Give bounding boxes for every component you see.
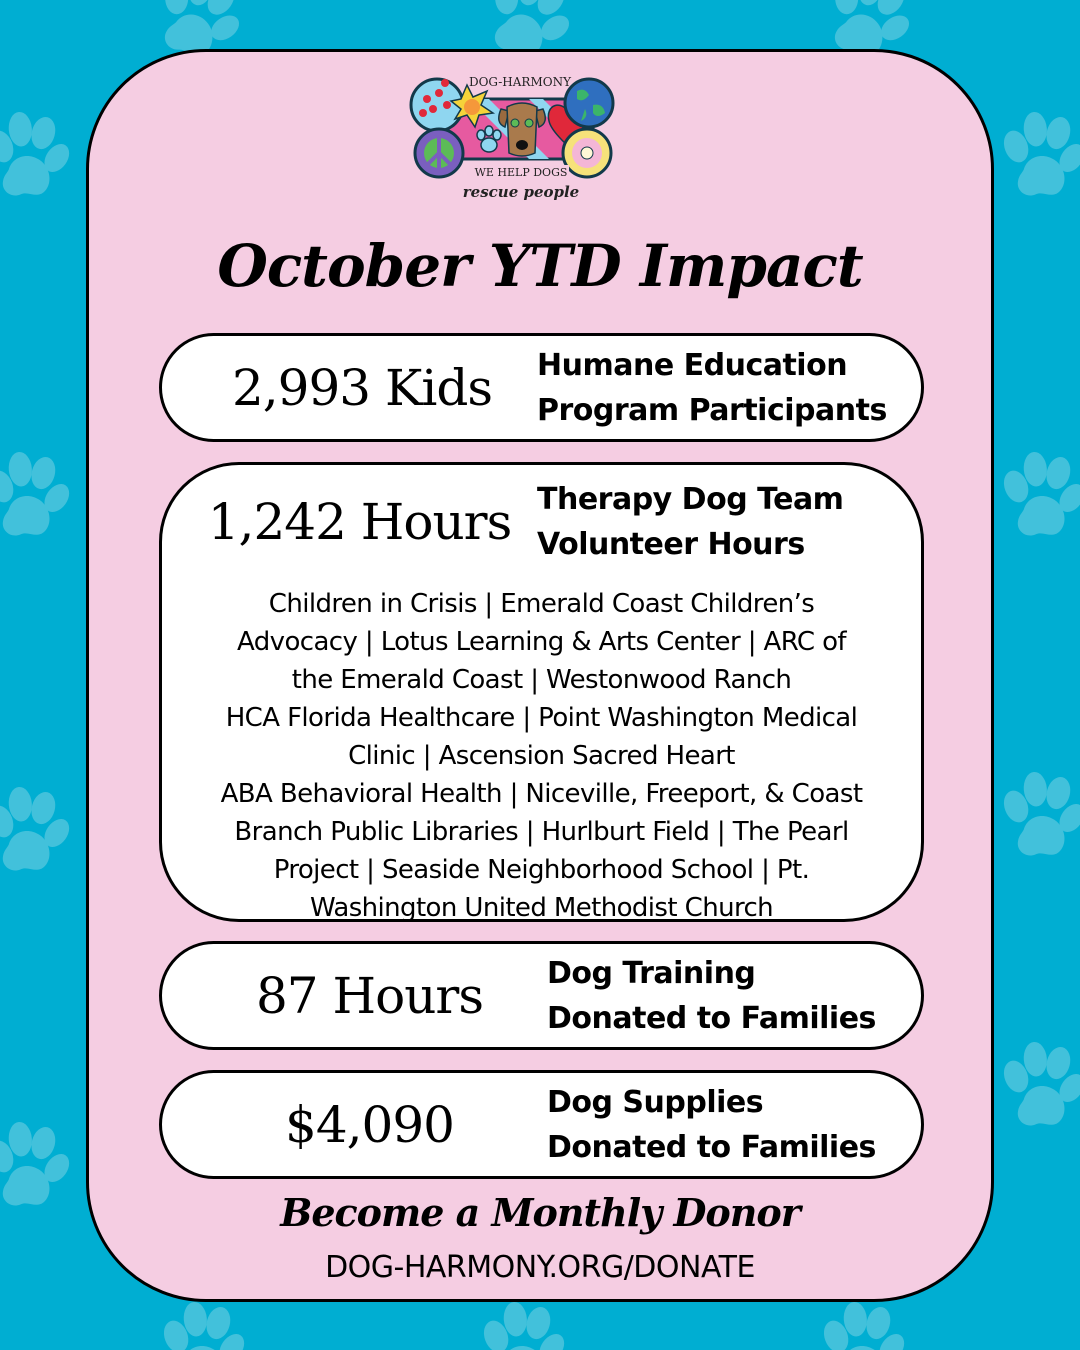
paw-print-icon [995,1040,1080,1136]
stat-label-line1: Dog Training [547,955,756,991]
logo-tagline-script: rescue people [462,183,580,201]
stat-value: $4,090 [285,1095,454,1154]
stat-value: 87 Hours [256,966,483,1025]
stat-value: 1,242 Hours [207,493,512,551]
paw-print-icon [155,1300,251,1350]
stat-label-line1: Therapy Dog Team [537,482,844,517]
partner-line: Branch Public Libraries | Hurlburt Field | The Pearl [234,817,849,847]
paw-print-icon [0,785,76,881]
impact-card [86,49,994,1302]
paw-print-icon [995,110,1080,206]
stat-label [547,1080,876,1170]
stat-supplies-dollars [159,1070,924,1179]
stat-label-line2: Donated to Families [547,1129,876,1165]
partner-line: ABA Behavioral Health | Niceville, Freeport, & Coast [220,779,863,809]
paw-print-icon [815,1300,911,1350]
paw-print-icon [475,1300,571,1350]
stat-label-line2: Volunteer Hours [537,527,805,562]
paw-print-icon [0,450,76,546]
logo-tagline-top: WE HELP DOGS [474,166,568,179]
stat-kids [159,333,924,442]
paw-print-icon [0,1120,76,1216]
stat-label [547,951,876,1041]
globe-icon [565,79,613,127]
paw-print-icon [0,110,76,206]
page-title: October YTD Impact [217,232,863,300]
stat-therapy-hours [159,462,924,922]
partner-line: Children in Crisis | Emerald Coast Children’s [268,589,815,619]
stat-label-line2: Donated to Families [547,1000,876,1036]
paw-print-icon [995,450,1080,546]
dog-harmony-logo [409,69,615,219]
partner-list [162,585,921,927]
partner-line: Washington United Methodist Church [309,893,774,923]
partner-line: Clinic | Ascension Sacred Heart [348,741,735,771]
stat-value: 2,993 Kids [231,358,493,417]
partner-line: HCA Florida Healthcare | Point Washington Medical [225,703,858,733]
stat-label [537,343,887,433]
paw-print-icon [995,770,1080,866]
logo-brand-text: DOG-HARMONY [468,75,572,89]
stat-label [537,477,843,567]
stat-training-hours [159,941,924,1050]
partner-line: the Emerald Coast | Westonwood Ranch [291,665,792,695]
partner-line: Project | Seaside Neighborhood School | Pt. [273,855,810,885]
partner-line: Advocacy | Lotus Learning & Arts Center | ARC of [237,627,846,657]
stat-label-line2: Program Participants [537,392,887,428]
stat-label-line1: Humane Education [537,347,848,383]
cta-heading: Become a Monthly Donor [280,1190,800,1235]
donate-link[interactable]: DOG-HARMONY.ORG/DONATE [325,1250,755,1285]
stat-label-line1: Dog Supplies [547,1084,764,1120]
